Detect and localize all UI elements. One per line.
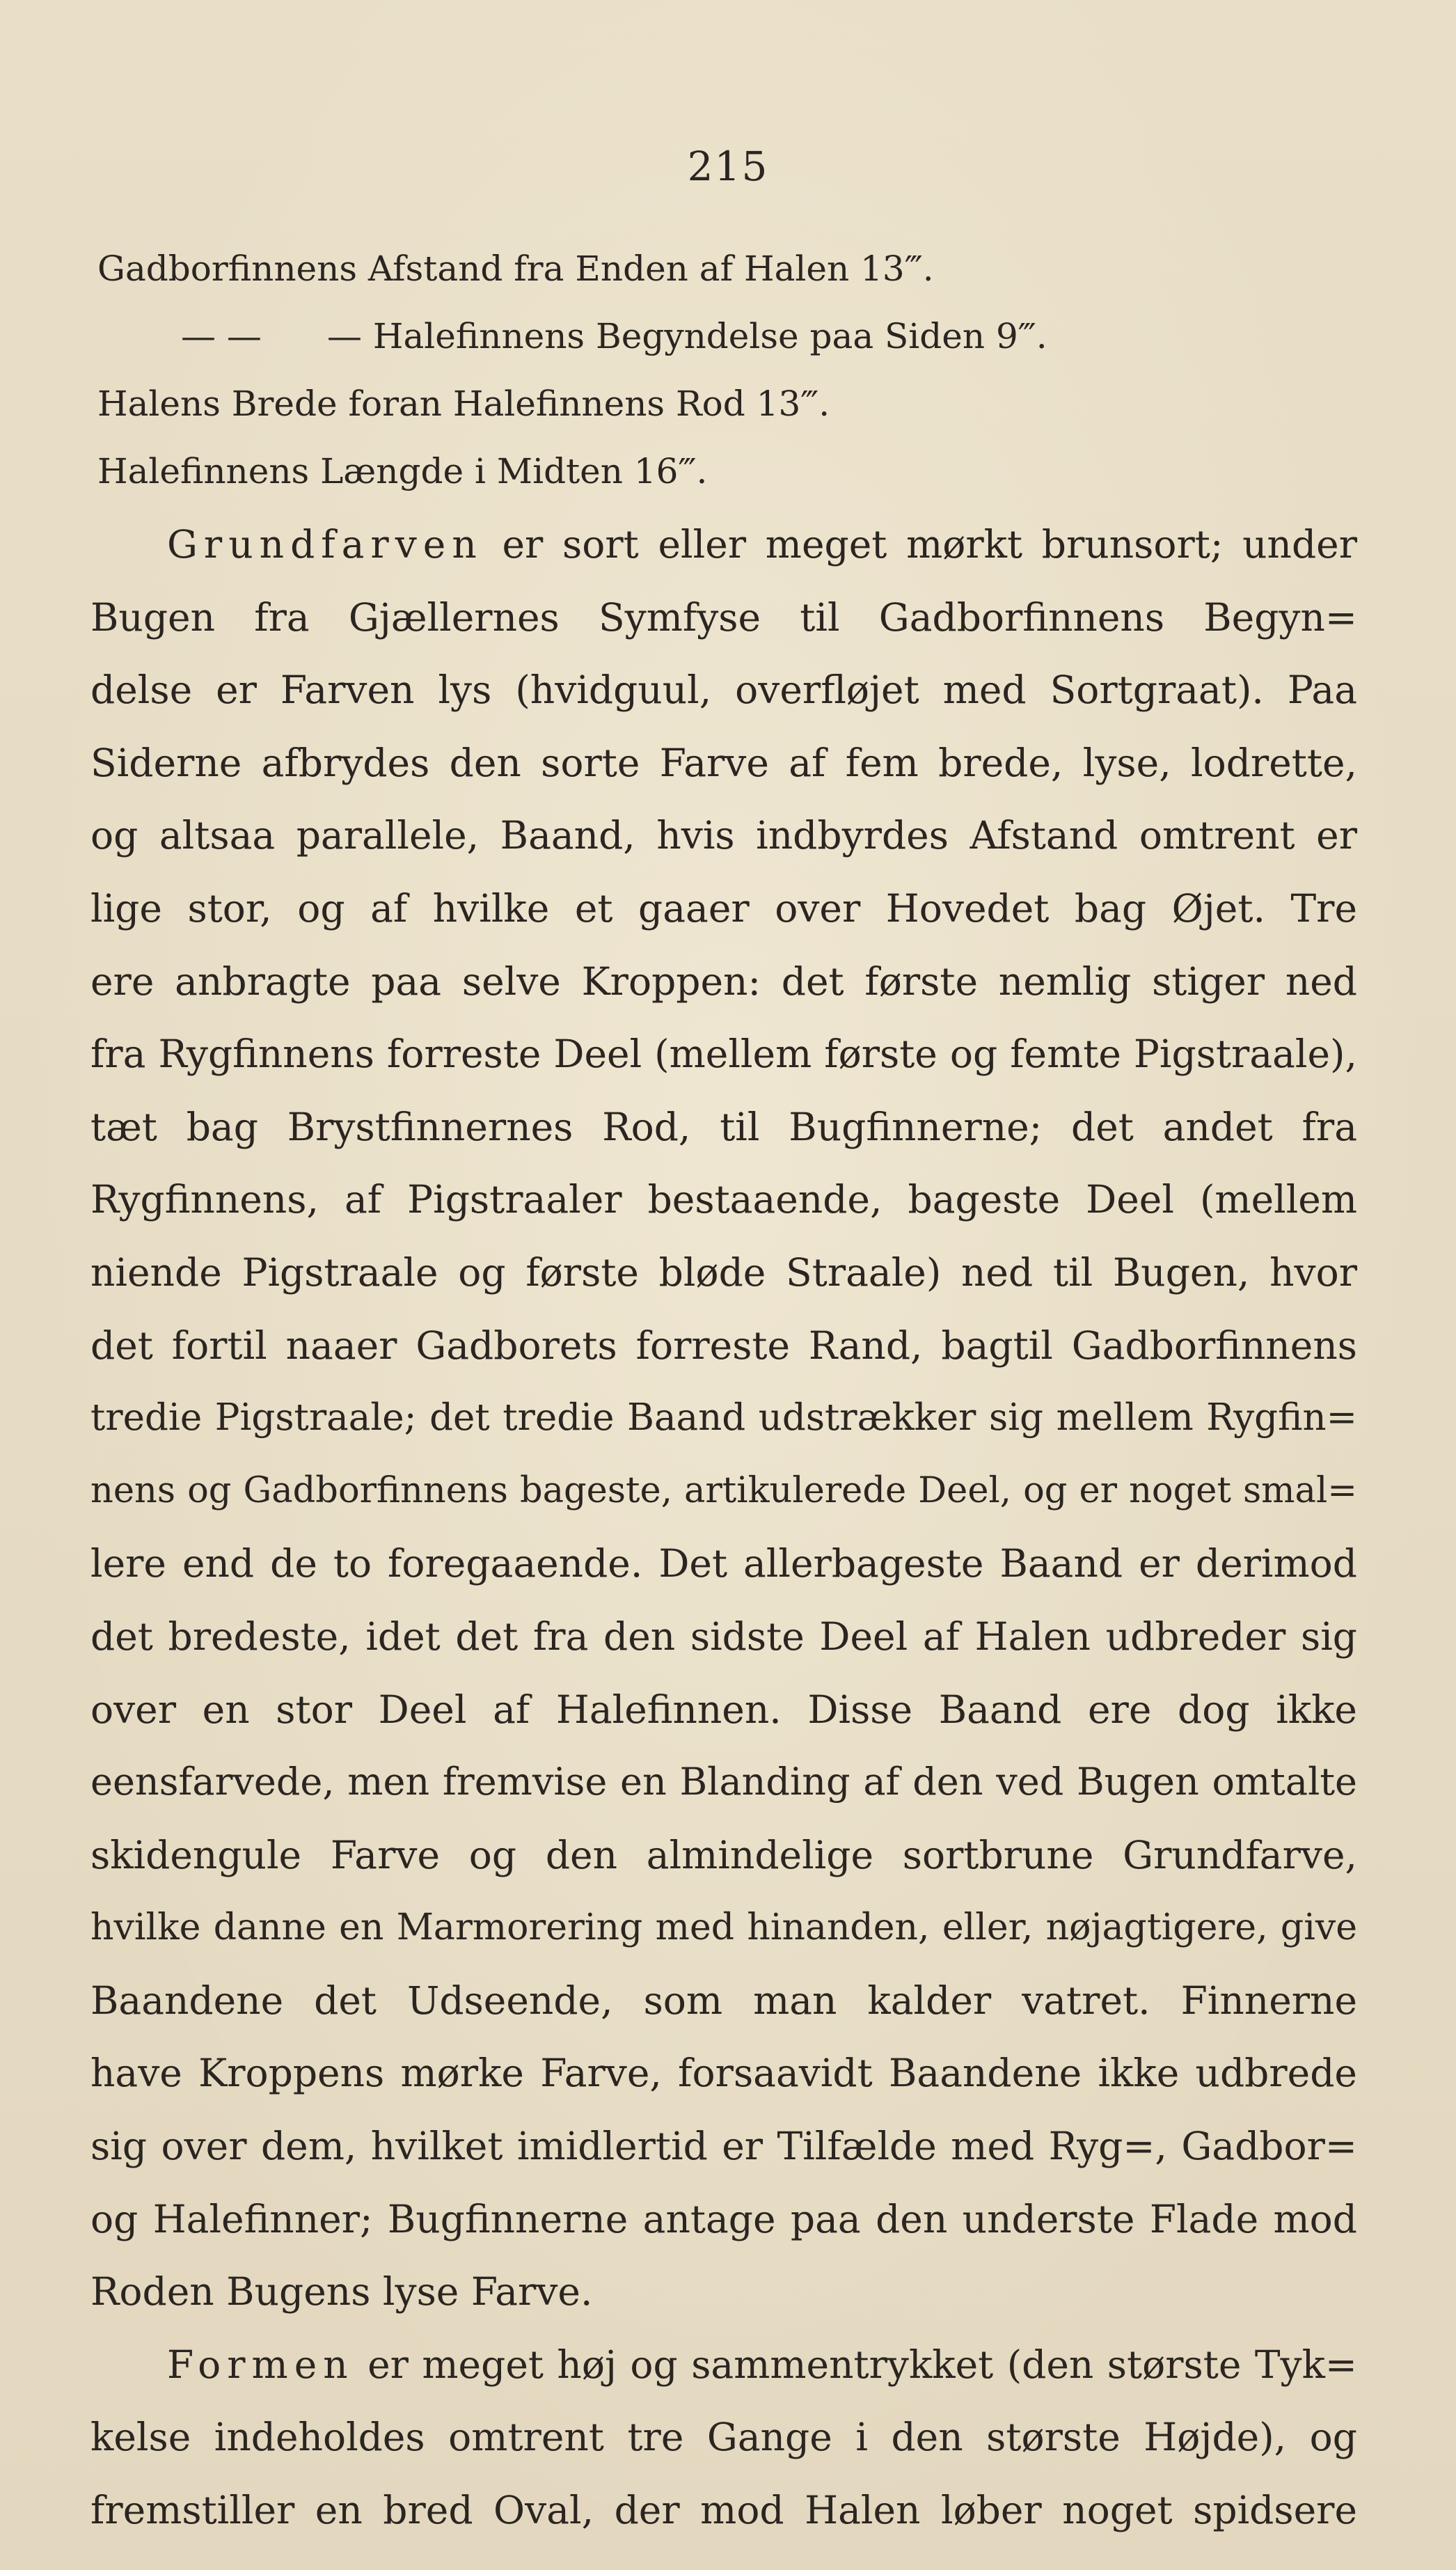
paragraph-line: fremstiller en bred Oval, der mod Halen løber noget spidsere <box>90 2488 1357 2533</box>
measurement-line: Halefinnens Længde i Midten 16‴. <box>97 451 708 491</box>
measurement-line: Halens Brede foran Halefinnens Rod 13‴. <box>97 384 830 424</box>
paragraph-line: tæt bag Brystfinnernes Rod, til Bugfinnerne; det andet fra <box>90 1104 1357 1149</box>
paragraph-line: det fortil naaer Gadborets forreste Rand, bagtil Gadborfinnens <box>90 1323 1357 1368</box>
paragraph-line: tredie Pigstraale; det tredie Baand udstrækker sig mellem Rygfin= <box>90 1396 1357 1440</box>
paragraph-line: og Halefinner; Bugfinnerne antage paa den underste Flade mod <box>90 2196 1357 2241</box>
measurement-line <box>97 303 1371 370</box>
measurement-list <box>97 235 1371 505</box>
line-text: er sort eller meget mørkt brunsort; under <box>482 522 1357 567</box>
paragraph-line <box>90 2328 1357 2402</box>
paragraph-line: skidengule Farve og den almindelige sortbrune Grundfarve, <box>90 1832 1357 1877</box>
paragraph-line: niende Pigstraale og første bløde Straale) ned til Bugen, hvor <box>90 1249 1357 1295</box>
paragraph-line: eensfarvede, men fremvise en Blanding af den ved Bugen omtalte <box>90 1760 1357 1804</box>
paragraph-line: kelse indeholdes omtrent tre Gange i den største Højde), og <box>90 2415 1357 2460</box>
paragraph-line: Rygfinnens, af Pigstraaler bestaaende, bageste Deel (mellem <box>90 1177 1357 1222</box>
paragraph-line: ere anbragte paa selve Kroppen: det første nemlig stiger ned <box>90 959 1357 1004</box>
paragraph-line: Baandene det Udseende, som man kalder vatret. Finnerne <box>90 1978 1357 2023</box>
paragraph-line: delse er Farven lys (hvidguul, overfløjet med Sortgraat). Paa <box>90 668 1357 713</box>
paragraph-line <box>90 508 1357 581</box>
paragraph-lead-word: Formen <box>167 2342 354 2387</box>
paragraph-line: fra Rygfinnens forreste Deel (mellem første og femte Pigstraale), <box>90 1032 1357 1077</box>
paragraph-line: lere end de to foregaaende. Det allerbageste Baand er derimod <box>90 1541 1357 1586</box>
paragraph-line: nens og Gadborfinnens bageste, artikulerede Deel, og er noget smal= <box>90 1469 1357 1511</box>
paragraph-line: have Kroppens mørke Farve, forsaavidt Baandene ikke udbrede <box>90 2051 1357 2096</box>
page-number: 215 <box>687 143 769 190</box>
paragraph-line: lige stor, og af hvilke et gaaer over Hovedet bag Øjet. Tre <box>90 885 1357 931</box>
paragraph-line: sig over dem, hvilket imidlertid er Tilfælde med Ryg=, Gadbor= <box>90 2124 1357 2169</box>
measurement-text: — Halefinnens Begyndelse paa Siden 9‴. <box>327 316 1047 356</box>
measurement-line: Gadborfinnens Afstand fra Enden af Halen 13‴. <box>97 249 934 289</box>
paragraph-line: og altsaa parallele, Baand, hvis indbyrdes Afstand omtrent er <box>90 813 1357 858</box>
paragraph-line: det bredeste, idet det fra den sidste Deel af Halen udbreder sig <box>90 1614 1357 1659</box>
paragraph-lead-word: Grundfarven <box>167 522 483 567</box>
body-text <box>90 508 1357 2547</box>
paragraph-line: Siderne afbrydes den sorte Farve af fem brede, lyse, lodrette, <box>90 740 1357 785</box>
ditto-dashes: — — <box>181 316 262 356</box>
paragraph-line: Roden Bugens lyse Farve. <box>90 2269 593 2315</box>
paragraph-line: Bugen fra Gjællernes Symfyse til Gadborfinnens Begyn= <box>90 594 1357 640</box>
paragraph-line: over en stor Deel af Halefinnen. Disse Baand ere dog ikke <box>90 1687 1357 1732</box>
paragraph-line: hvilke danne en Marmorering med hinanden, eller, nøjagtigere, give <box>90 1907 1357 1949</box>
line-text: er meget høj og sammentrykket (den største Tyk= <box>354 2342 1357 2387</box>
